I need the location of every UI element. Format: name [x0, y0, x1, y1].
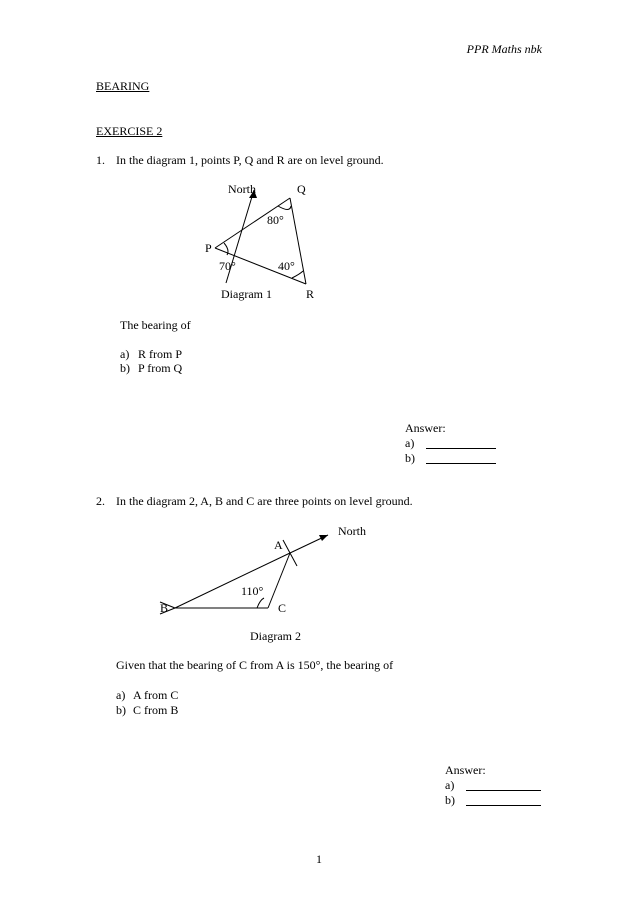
- q1-part-a-label: a): [120, 347, 130, 361]
- q1-angle-p: 70°: [219, 259, 236, 273]
- q2-prompt: Given that the bearing of C from A is 150°, the bearing of: [116, 658, 394, 672]
- q1-part-b-label: b): [120, 361, 130, 375]
- q1-part-a-text: R from P: [138, 347, 183, 361]
- q2-label-b: B: [160, 601, 169, 615]
- q1-label-r: R: [306, 287, 315, 301]
- q1-angle-r: 40°: [278, 259, 295, 273]
- exercise-heading: EXERCISE 2: [96, 124, 163, 138]
- q2-part-b-label: b): [116, 703, 126, 717]
- q2-answer-a-label: a): [445, 778, 455, 792]
- q1-answer-label: Answer:: [405, 421, 446, 435]
- q2-part-a-text: A from C: [133, 688, 179, 702]
- north-arrowhead-2: [319, 535, 328, 541]
- q2-text: In the diagram 2, A, B and C are three points on level ground.: [116, 494, 413, 508]
- q2-label-c: C: [278, 601, 287, 615]
- q1-part-b-text: P from Q: [138, 361, 183, 375]
- q1-prompt: The bearing of: [120, 318, 191, 332]
- q2-part-a-label: a): [116, 688, 126, 702]
- line-ba: [175, 553, 290, 608]
- q2-caption: Diagram 2: [250, 629, 301, 643]
- page-title: BEARING: [96, 79, 150, 93]
- q1-text: In the diagram 1, points P, Q and R are on level ground.: [116, 153, 384, 167]
- line-ac: [268, 553, 290, 608]
- tick-a: [283, 540, 297, 566]
- header-author: PPR Maths nbk: [466, 42, 542, 56]
- q1-answer-b-label: b): [405, 451, 415, 465]
- q1-north-label: North: [228, 182, 256, 196]
- arc-c: [257, 598, 264, 608]
- q2-answer-b-blank[interactable]: [466, 793, 541, 806]
- q1-answer-a-label: a): [405, 436, 415, 450]
- q1-number: 1.: [96, 153, 105, 167]
- page-number: 1: [316, 852, 322, 866]
- q2-label-a: A: [274, 538, 283, 552]
- q2-answer-label: Answer:: [445, 763, 486, 777]
- q2-north-label: North: [338, 524, 366, 538]
- q1-label-q: Q: [297, 182, 306, 196]
- q2-answer-a-blank[interactable]: [466, 778, 541, 791]
- q2-angle-c: 110°: [241, 584, 264, 598]
- q2-number: 2.: [96, 494, 105, 508]
- q1-angle-q: 80°: [267, 213, 284, 227]
- q2-answer-b-label: b): [445, 793, 455, 807]
- q1-caption: Diagram 1: [221, 287, 272, 301]
- q1-label-p: P: [205, 241, 212, 255]
- q2-part-b-text: C from B: [133, 703, 179, 717]
